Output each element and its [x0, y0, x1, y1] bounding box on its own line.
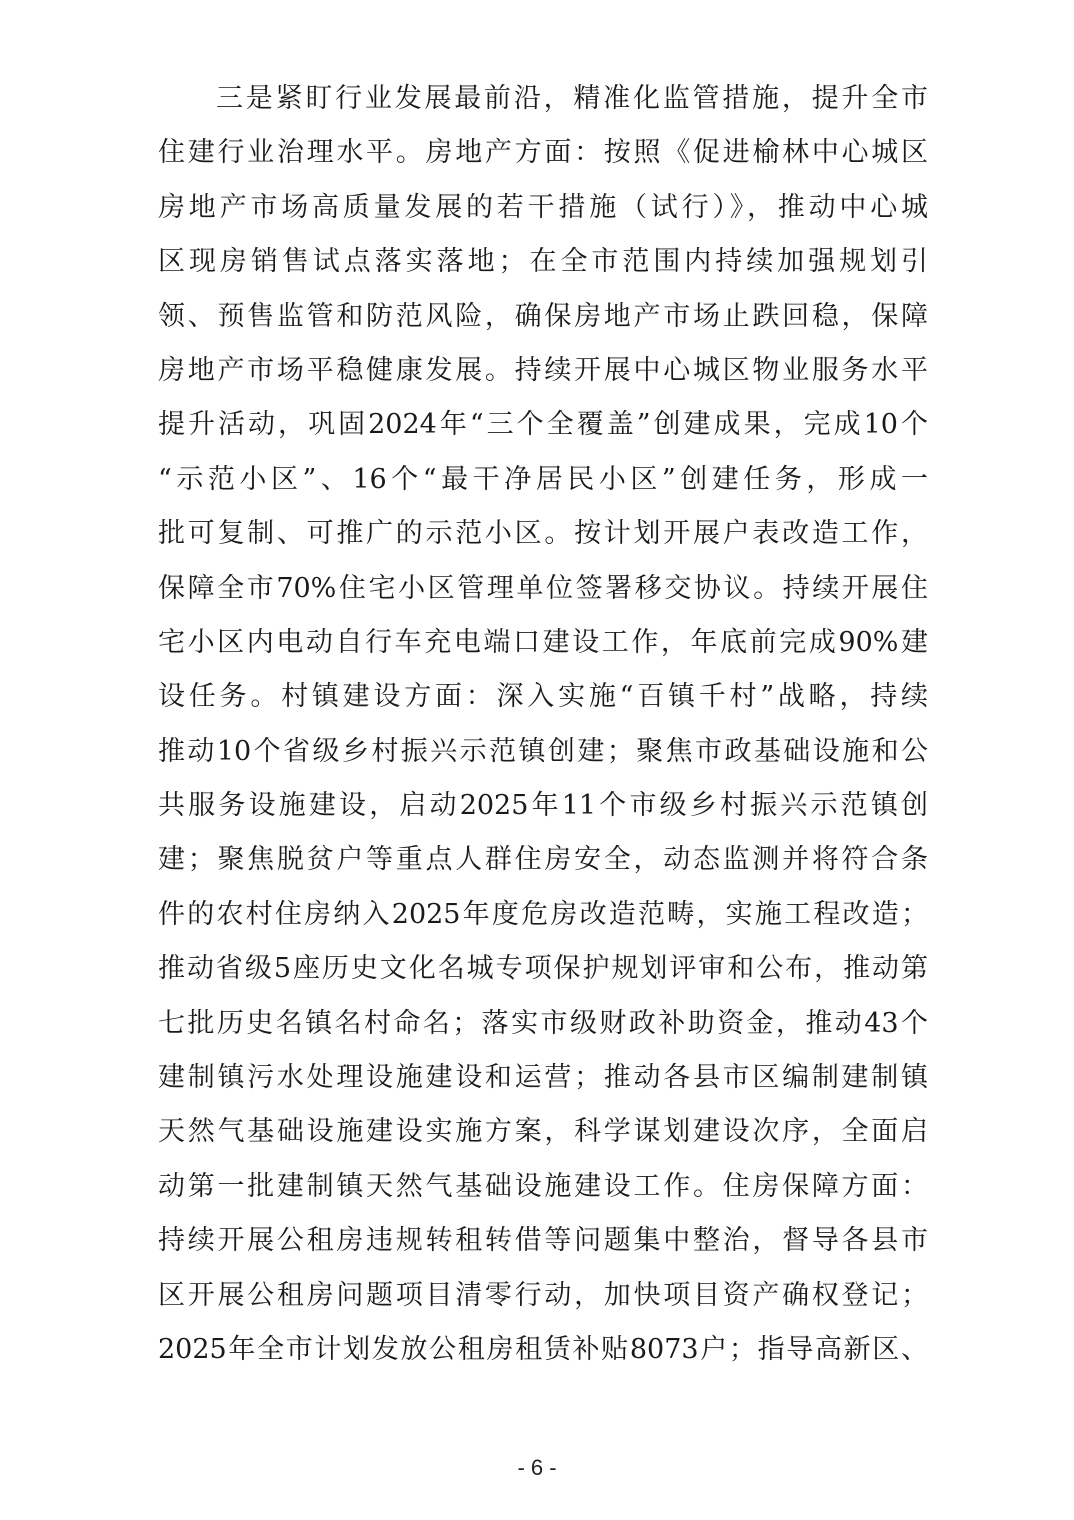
text-line: 房地产市场平稳健康发展。持续开展中心城区物业服务水平	[158, 354, 928, 386]
text-line: 建；聚焦脱贫户等重点人群住房安全，动态监测并将符合条	[158, 844, 928, 876]
text-line: 领、预售监管和防范风险，确保房地产市场止跌回稳，保障	[158, 300, 928, 332]
text-line: 天然气基础设施建设实施方案，科学谋划建设次序，全面启	[158, 1116, 928, 1148]
text-line: 持续开展公租房违规转租转借等问题集中整治，督导各县市	[158, 1225, 928, 1257]
page-number: - 6 -	[517, 1455, 557, 1480]
text-line: 保障全市70%住宅小区管理单位签署移交协议。持续开展住	[158, 572, 928, 604]
text-line: 七批历史名镇名村命名；落实市级财政补助资金，推动43个	[158, 1007, 928, 1039]
text-line: 件的农村住房纳入2025年度危房改造范畴，实施工程改造；	[158, 898, 928, 930]
text-line: 推动10个省级乡村振兴示范镇创建；聚焦市政基础设施和公	[158, 735, 928, 767]
text-line: 房地产市场高质量发展的若干措施（试行）》，推动中心城	[158, 191, 928, 223]
text-line: 提升活动，巩固2024年“三个全覆盖”创建成果，完成10个	[158, 409, 928, 441]
text-line: 共服务设施建设，启动2025年11个市级乡村振兴示范镇创	[158, 790, 928, 822]
text-line: 批可复制、可推广的示范小区。按计划开展户表改造工作，	[158, 518, 928, 550]
text-line: 建制镇污水处理设施建设和运营；推动各县市区编制建制镇	[158, 1062, 928, 1094]
text-line: 2025年全市计划发放公租房租赁补贴8073户；指导高新区、	[158, 1333, 928, 1365]
text-line: 三是紧盯行业发展最前沿，精准化监管措施，提升全市	[216, 83, 928, 114]
text-line: 住建行业治理水平。房地产方面：按照《促进榆林中心城区	[158, 137, 928, 169]
text-line: 区开展公租房问题项目清零行动，加快项目资产确权登记；	[158, 1279, 928, 1311]
text-line: 宅小区内电动自行车充电端口建设工作，年底前完成90%建	[158, 626, 928, 658]
text-line: 设任务。村镇建设方面：深入实施“百镇千村”战略，持续	[158, 681, 928, 713]
text-line: 推动省级5座历史文化名城专项保护规划评审和公布，推动第	[158, 953, 928, 985]
text-line: “示范小区”、16个“最干净居民小区”创建任务，形成一	[158, 463, 928, 495]
text-line: 动第一批建制镇天然气基础设施建设工作。住房保障方面：	[158, 1170, 928, 1202]
body-paragraph	[158, 72, 928, 1377]
text-line: 区现房销售试点落实落地；在全市范围内持续加强规划引	[158, 246, 928, 278]
